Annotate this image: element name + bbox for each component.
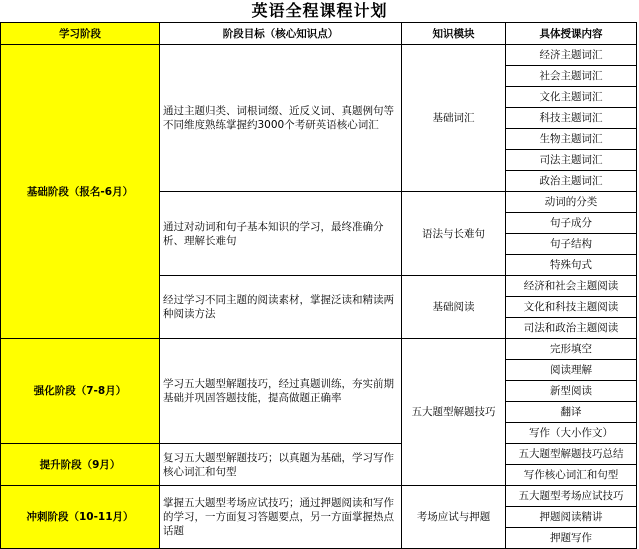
content-item: 新型阅读 <box>506 381 637 402</box>
module-vocabulary: 基础词汇 <box>402 45 506 192</box>
phase-intensive: 强化阶段（7-8月） <box>1 339 160 444</box>
goal-reading: 经过学习不同主题的阅读素材，掌握泛读和精读两种阅读方法 <box>160 276 402 339</box>
content-item: 动词的分类 <box>506 192 637 213</box>
content-item: 生物主题词汇 <box>506 129 637 150</box>
content-item: 特殊句式 <box>506 255 637 276</box>
content-item: 押题阅读精讲 <box>506 507 637 528</box>
module-question-types: 五大题型解题技巧 <box>402 339 506 486</box>
content-item: 经济主题词汇 <box>506 45 637 66</box>
goal-sprint: 掌握五大题型考场应试技巧；通过押题阅读和写作的学习，一方面复习答题要点，另一方面掌握热点话题 <box>160 486 402 549</box>
content-item: 政治主题词汇 <box>506 171 637 192</box>
header-content: 具体授课内容 <box>506 23 637 45</box>
goal-improve: 复习五大题型解题技巧；以真题为基础，学习写作核心词汇和句型 <box>160 444 402 486</box>
content-item: 押题写作 <box>506 528 637 549</box>
header-module: 知识模块 <box>402 23 506 45</box>
phase-sprint: 冲刺阶段（10-11月） <box>1 486 160 549</box>
content-item: 阅读理解 <box>506 360 637 381</box>
page-title: 英语全程课程计划 <box>251 1 388 20</box>
content-item: 翻译 <box>506 402 637 423</box>
content-item: 文化和科技主题阅读 <box>506 297 637 318</box>
content-item: 经济和社会主题阅读 <box>506 276 637 297</box>
content-item: 完形填空 <box>506 339 637 360</box>
content-item: 文化主题词汇 <box>506 87 637 108</box>
goal-vocabulary: 通过主题归类、词根词缀、近反义词、真题例句等不同维度熟练掌握约3000个考研英语核心词汇 <box>160 45 402 192</box>
goal-intensive: 学习五大题型解题技巧，经过真题训练，夯实前期基础并巩固答题技能，提高做题正确率 <box>160 339 402 444</box>
module-exam-prediction: 考场应试与押题 <box>402 486 506 549</box>
content-item: 科技主题词汇 <box>506 108 637 129</box>
table-row <box>1 45 637 66</box>
content-item: 句子结构 <box>506 234 637 255</box>
content-item: 写作核心词汇和句型 <box>506 465 637 486</box>
content-item: 司法主题词汇 <box>506 150 637 171</box>
header-phase: 学习阶段 <box>1 23 160 45</box>
content-item: 句子成分 <box>506 213 637 234</box>
phase-improve: 提升阶段（9月） <box>1 444 160 486</box>
goal-grammar: 通过对动词和句子基本知识的学习，最终准确分析、理解长难句 <box>160 192 402 276</box>
table-row <box>1 444 637 465</box>
content-item: 五大题型解题技巧总结 <box>506 444 637 465</box>
header-goal: 阶段目标（核心知识点） <box>160 23 402 45</box>
header-row <box>1 23 637 45</box>
table-row <box>1 339 637 360</box>
course-plan-table <box>0 22 637 549</box>
module-reading: 基础阅读 <box>402 276 506 339</box>
module-grammar: 语法与长难句 <box>402 192 506 276</box>
content-item: 五大题型考场应试技巧 <box>506 486 637 507</box>
content-item: 司法和政治主题阅读 <box>506 318 637 339</box>
content-item: 写作（大小作文） <box>506 423 637 444</box>
table-row <box>1 486 637 507</box>
phase-basic: 基础阶段（报名-6月） <box>1 45 160 339</box>
content-item: 社会主题词汇 <box>506 66 637 87</box>
